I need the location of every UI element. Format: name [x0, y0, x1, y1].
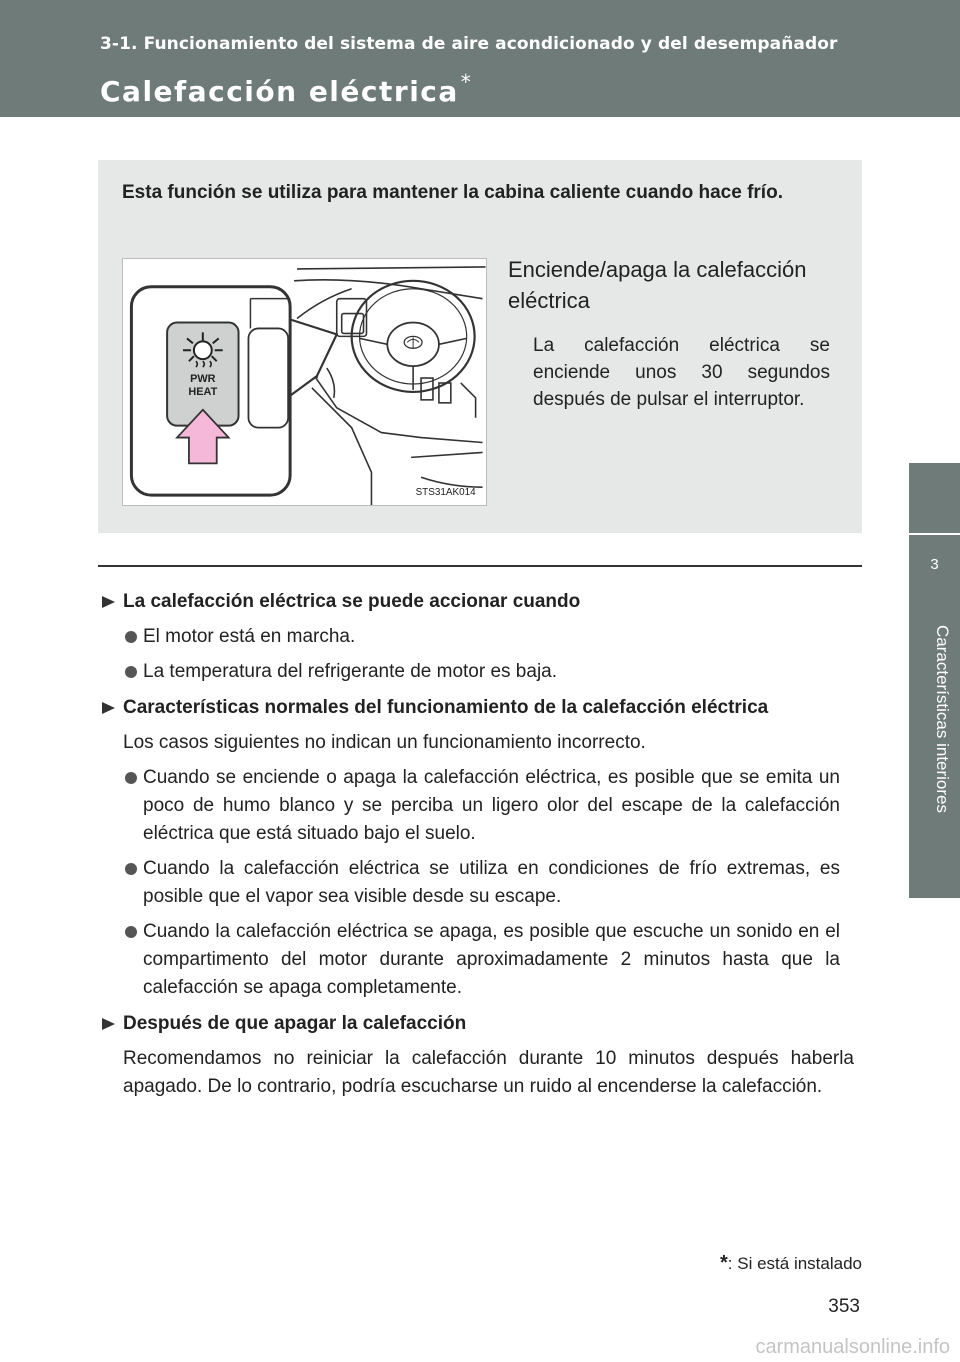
list-item-text: Cuando la calefacción eléctrica se apaga, es posible que escuche un sonido en el compartimento del motor durante aproximadamente 2 minutos hasta que la calefacción se apaga completamente. — [143, 921, 840, 998]
list-item — [100, 855, 854, 911]
dashboard-illustration — [122, 258, 487, 506]
section-breadcrumb: 3-1. Funcionamiento del sistema de aire acondicionado y del desempañador — [100, 34, 838, 54]
list-item-text: Cuando la calefacción eléctrica se utiliza en condiciones de frío extremas, es posible que el vapor sea visible desde su escape. — [143, 858, 840, 907]
switch-label-pwr: PWR — [190, 373, 216, 385]
figure-description: La calefacción eléctrica se enciende unos 30 segundos después de pulsar el interruptor. — [533, 335, 830, 410]
list-item-text: El motor está en marcha. — [143, 626, 356, 647]
footnote — [640, 1252, 862, 1275]
main-content — [100, 588, 854, 1101]
watermark: carmanualsonline.info — [755, 1336, 950, 1358]
section-marker-icon — [102, 1018, 115, 1030]
bullet-icon — [125, 863, 137, 875]
page-title — [100, 70, 472, 108]
list-item-text: Cuando se enciende o apaga la calefacción eléctrica, es posible que se emita un poco de humo blanco y se perciba un ligero olor del escape de la calefacción eléctrica que está situado bajo el suelo. — [143, 767, 840, 844]
list-item — [100, 658, 854, 686]
section-text: Los casos siguientes no indican un funcionamiento incorrecto. — [123, 732, 646, 753]
footnote-asterisk: * — [720, 1252, 728, 1274]
bullet-icon — [125, 666, 137, 678]
list-item-text: La temperatura del refrigerante de motor es baja. — [143, 661, 558, 682]
info-intro: Esta función se utiliza para mantener la cabina caliente cuando hace frío. — [122, 182, 783, 203]
footnote-text: : Si está instalado — [727, 1254, 862, 1273]
chapter-label: Características interiores — [933, 625, 952, 814]
section-marker-icon — [102, 596, 115, 608]
bullet-icon — [125, 631, 137, 643]
section-heading-text: Después de que apagar la calefacción — [123, 1013, 467, 1034]
section-heading-after-off — [100, 1010, 854, 1038]
page-header — [0, 0, 960, 117]
chapter-tab-divider — [909, 533, 960, 535]
list-item — [100, 623, 854, 651]
switch-label-heat: HEAT — [188, 385, 218, 398]
page-number: 353 — [828, 1296, 860, 1317]
list-item — [100, 764, 854, 848]
chapter-number: 3 — [930, 556, 939, 573]
figure-code: STS31AK014 — [415, 487, 476, 499]
section-heading-operation — [100, 588, 854, 616]
dashboard-lines — [294, 267, 485, 505]
title-asterisk: * — [460, 70, 473, 94]
section-heading-text: Características normales del funcionamiento de la calefacción eléctrica — [123, 697, 769, 718]
bullet-icon — [125, 772, 137, 784]
section-marker-icon — [102, 702, 115, 714]
steering-wheel — [352, 281, 475, 392]
callout-pointer — [287, 319, 337, 398]
section-heading-text: La calefacción eléctrica se puede accionar cuando — [123, 591, 581, 612]
figure-heading: Enciende/apaga la calefacción eléctrica — [508, 257, 807, 313]
section-heading-normal-behavior — [100, 694, 854, 722]
section-divider — [98, 565, 862, 567]
bullet-icon — [125, 926, 137, 938]
page-title-text: Calefacción eléctrica — [100, 75, 459, 108]
list-item — [100, 918, 854, 1002]
section-text: Recomendamos no reiniciar la calefacción durante 10 minutos después haberla apagado. De lo contrario, podría escucharse un ruido al encenderse la calefacción. — [123, 1048, 854, 1097]
dashboard-drawing — [123, 259, 486, 505]
